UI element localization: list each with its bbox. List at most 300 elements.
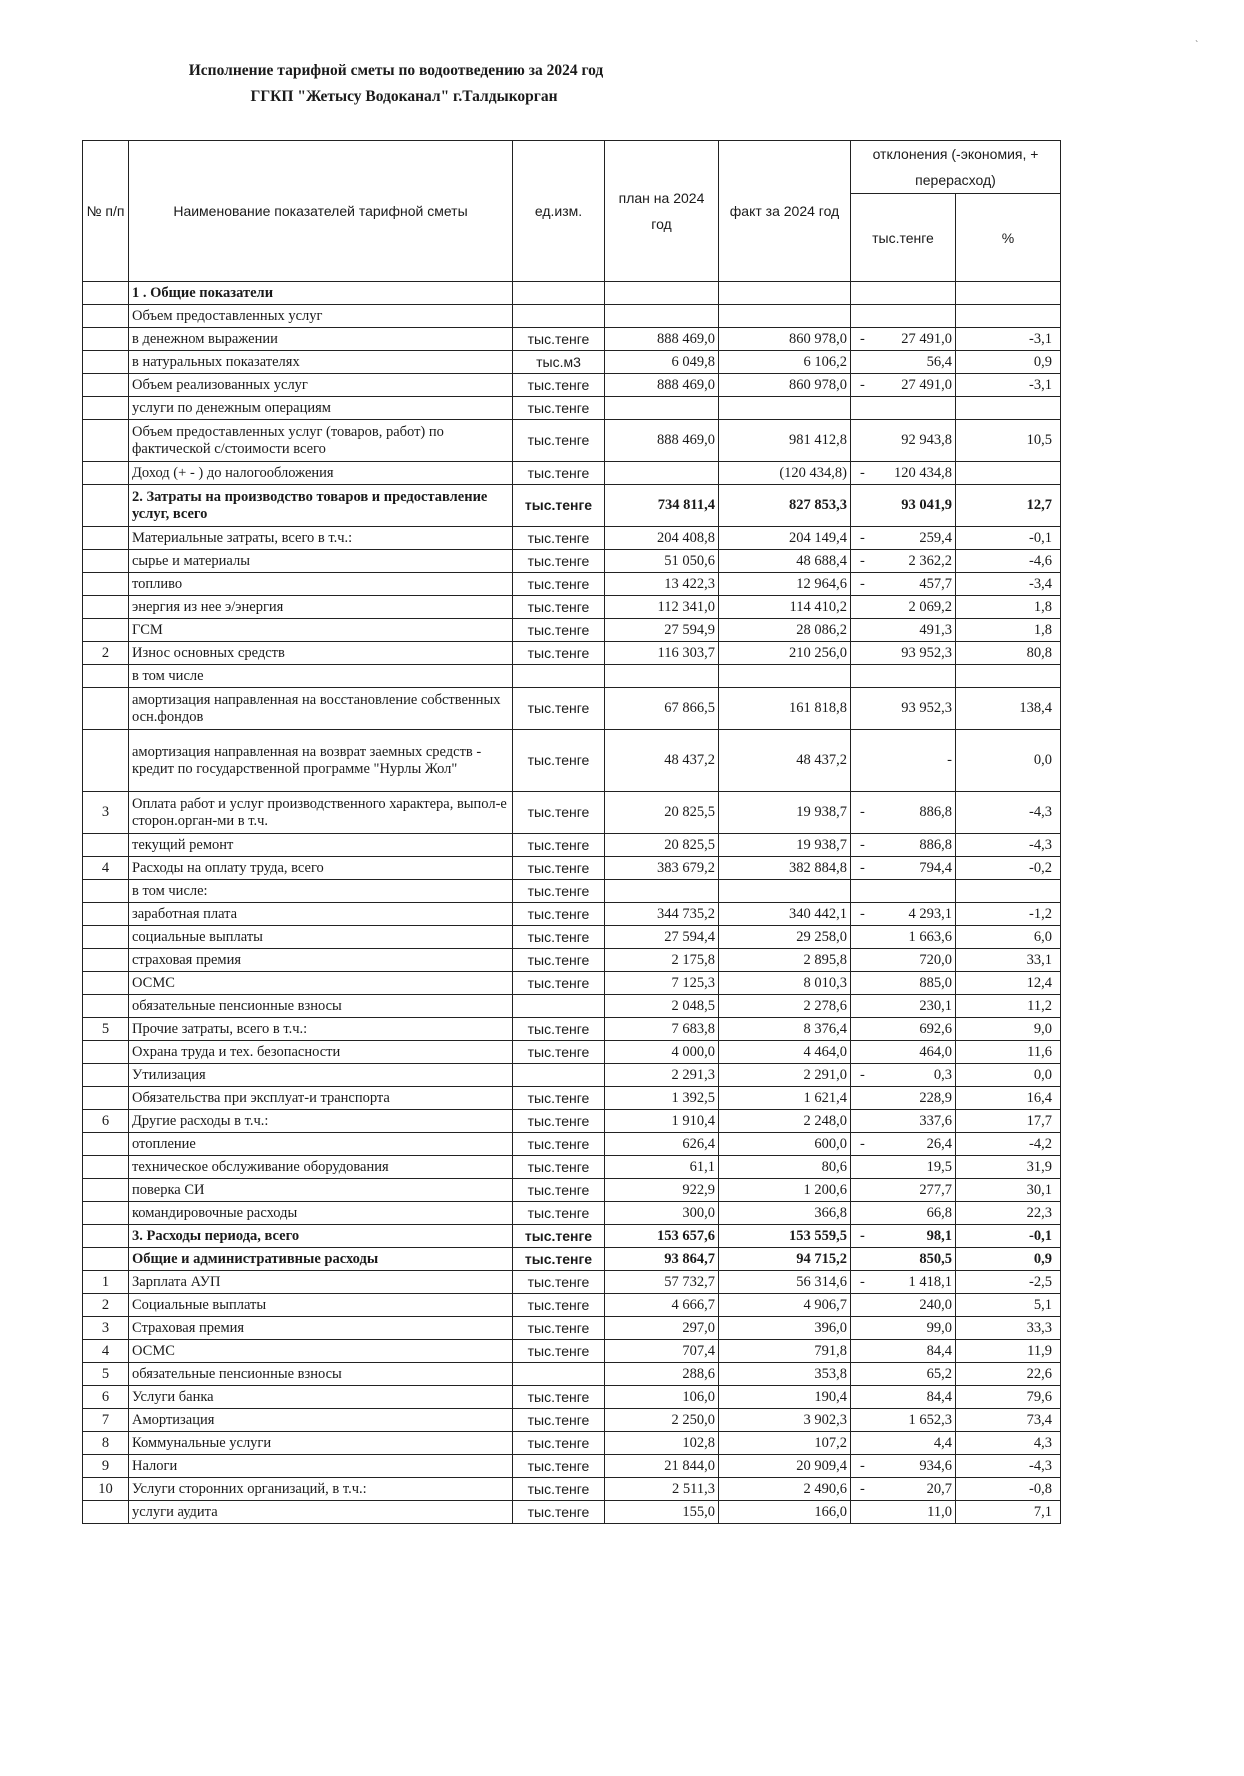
row-fact-value: 107,2 bbox=[719, 1432, 851, 1455]
row-number: 2 bbox=[83, 642, 129, 665]
row-deviation-value bbox=[851, 1294, 956, 1317]
deviation-amount: 11,0 bbox=[927, 1503, 952, 1520]
row-unit: тыс.м3 bbox=[513, 351, 605, 374]
row-name: Объем реализованных услуг bbox=[129, 374, 513, 397]
row-unit: тыс.тенге bbox=[513, 1156, 605, 1179]
scan-mark: ` bbox=[1195, 40, 1199, 51]
row-name: Зарплата АУП bbox=[129, 1271, 513, 1294]
row-fact-value bbox=[719, 665, 851, 688]
table-row bbox=[83, 903, 1061, 926]
row-unit: тыс.тенге bbox=[513, 1041, 605, 1064]
deviation-sign bbox=[854, 1159, 860, 1176]
row-name: поверка СИ bbox=[129, 1179, 513, 1202]
row-deviation-percent bbox=[956, 665, 1061, 688]
row-name: ОСМС bbox=[129, 972, 513, 995]
deviation-sign bbox=[854, 1320, 860, 1337]
row-number bbox=[83, 1041, 129, 1064]
row-plan-value: 106,0 bbox=[605, 1386, 719, 1409]
deviation-sign bbox=[854, 599, 860, 616]
table-row bbox=[83, 1202, 1061, 1225]
row-number bbox=[83, 462, 129, 485]
row-plan-value: 922,9 bbox=[605, 1179, 719, 1202]
row-deviation-percent: -2,5 bbox=[956, 1271, 1061, 1294]
row-unit bbox=[513, 282, 605, 305]
row-plan-value: 27 594,4 bbox=[605, 926, 719, 949]
table-row bbox=[83, 1294, 1061, 1317]
deviation-sign: - bbox=[860, 529, 865, 546]
row-name: в денежном выражении bbox=[129, 328, 513, 351]
row-name: командировочные расходы bbox=[129, 1202, 513, 1225]
row-name: Коммунальные услуги bbox=[129, 1432, 513, 1455]
row-deviation-value bbox=[851, 880, 956, 903]
table-row bbox=[83, 1501, 1061, 1524]
row-deviation-percent: 22,3 bbox=[956, 1202, 1061, 1225]
row-number bbox=[83, 596, 129, 619]
deviation-amount: 27 491,0 bbox=[901, 376, 952, 393]
row-deviation-percent: 79,6 bbox=[956, 1386, 1061, 1409]
header-dev-abs: тыс.тенге bbox=[851, 194, 956, 282]
table-row bbox=[83, 972, 1061, 995]
row-number bbox=[83, 995, 129, 1018]
deviation-sign: - bbox=[860, 859, 865, 876]
row-name: Износ основных средств bbox=[129, 642, 513, 665]
table-row bbox=[83, 1087, 1061, 1110]
row-fact-value: 204 149,4 bbox=[719, 527, 851, 550]
row-plan-value bbox=[605, 282, 719, 305]
row-deviation-value bbox=[851, 730, 956, 792]
row-number bbox=[83, 1064, 129, 1087]
deviation-amount: 850,5 bbox=[919, 1250, 952, 1267]
row-plan-value: 626,4 bbox=[605, 1133, 719, 1156]
row-unit: тыс.тенге bbox=[513, 857, 605, 880]
table-row bbox=[83, 328, 1061, 351]
deviation-sign: - bbox=[860, 464, 865, 481]
deviation-sign bbox=[854, 1182, 860, 1199]
row-number bbox=[83, 949, 129, 972]
row-name: Оплата работ и услуг производственного характера, выпол-е сторон.орган-ми в т.ч. bbox=[129, 792, 513, 834]
row-deviation-percent: -4,3 bbox=[956, 1455, 1061, 1478]
table-row bbox=[83, 1064, 1061, 1087]
table-row bbox=[83, 485, 1061, 527]
row-unit bbox=[513, 1363, 605, 1386]
table-row bbox=[83, 596, 1061, 619]
deviation-amount: 491,3 bbox=[919, 621, 952, 638]
row-fact-value: 2 248,0 bbox=[719, 1110, 851, 1133]
row-unit: тыс.тенге bbox=[513, 420, 605, 462]
row-name: энергия из нее э/энергия bbox=[129, 596, 513, 619]
row-deviation-value bbox=[851, 282, 956, 305]
row-deviation-percent: -4,3 bbox=[956, 834, 1061, 857]
row-deviation-percent: 73,4 bbox=[956, 1409, 1061, 1432]
row-name: в том числе bbox=[129, 665, 513, 688]
row-deviation-value bbox=[851, 1156, 956, 1179]
deviation-amount: 259,4 bbox=[919, 529, 952, 546]
row-number: 5 bbox=[83, 1363, 129, 1386]
row-fact-value: 1 200,6 bbox=[719, 1179, 851, 1202]
row-fact-value: 20 909,4 bbox=[719, 1455, 851, 1478]
row-fact-value: 56 314,6 bbox=[719, 1271, 851, 1294]
row-deviation-percent: 0,0 bbox=[956, 1064, 1061, 1087]
row-number bbox=[83, 573, 129, 596]
row-deviation-value bbox=[851, 596, 956, 619]
table-row bbox=[83, 420, 1061, 462]
row-deviation-percent: 4,3 bbox=[956, 1432, 1061, 1455]
row-deviation-value bbox=[851, 834, 956, 857]
table-row bbox=[83, 351, 1061, 374]
deviation-amount: 98,1 bbox=[926, 1227, 952, 1244]
table-row bbox=[83, 642, 1061, 665]
deviation-amount: 19,5 bbox=[926, 1158, 952, 1175]
deviation-sign: - bbox=[860, 330, 865, 347]
deviation-amount: 93 952,3 bbox=[901, 644, 952, 661]
row-plan-value: 734 811,4 bbox=[605, 485, 719, 527]
row-number bbox=[83, 550, 129, 573]
row-name: 2. Затраты на производство товаров и предоставление услуг, всего bbox=[129, 485, 513, 527]
deviation-sign: - bbox=[860, 1480, 865, 1497]
row-name: обязательные пенсионные взносы bbox=[129, 995, 513, 1018]
row-number bbox=[83, 903, 129, 926]
table-row bbox=[83, 1455, 1061, 1478]
row-name: Объем предоставленных услуг bbox=[129, 305, 513, 328]
deviation-amount: 120 434,8 bbox=[894, 464, 952, 481]
row-unit: тыс.тенге bbox=[513, 1455, 605, 1478]
row-number bbox=[83, 972, 129, 995]
row-plan-value: 7 125,3 bbox=[605, 972, 719, 995]
row-plan-value bbox=[605, 397, 719, 420]
row-fact-value: 1 621,4 bbox=[719, 1087, 851, 1110]
deviation-amount: 20,7 bbox=[926, 1480, 952, 1497]
row-number bbox=[83, 1202, 129, 1225]
row-fact-value: 48 688,4 bbox=[719, 550, 851, 573]
row-unit: тыс.тенге bbox=[513, 397, 605, 420]
table-row bbox=[83, 1363, 1061, 1386]
row-plan-value bbox=[605, 462, 719, 485]
deviation-amount: 230,1 bbox=[919, 997, 952, 1014]
deviation-sign bbox=[854, 1205, 860, 1222]
row-unit: тыс.тенге bbox=[513, 642, 605, 665]
row-plan-value bbox=[605, 880, 719, 903]
deviation-sign bbox=[854, 1113, 860, 1130]
table-row bbox=[83, 926, 1061, 949]
header-deviation-group: отклонения (-экономия, + перерасход) bbox=[851, 141, 1061, 194]
row-fact-value: 8 376,4 bbox=[719, 1018, 851, 1041]
row-name: в натуральных показателях bbox=[129, 351, 513, 374]
row-plan-value bbox=[605, 305, 719, 328]
row-unit: тыс.тенге bbox=[513, 1087, 605, 1110]
table-row bbox=[83, 1179, 1061, 1202]
row-fact-value: 2 490,6 bbox=[719, 1478, 851, 1501]
row-deviation-value bbox=[851, 1248, 956, 1271]
row-plan-value: 2 291,3 bbox=[605, 1064, 719, 1087]
row-plan-value: 93 864,7 bbox=[605, 1248, 719, 1271]
row-fact-value: 366,8 bbox=[719, 1202, 851, 1225]
header-fact: факт за 2024 год bbox=[719, 141, 851, 282]
row-number bbox=[83, 730, 129, 792]
deviation-sign bbox=[854, 497, 860, 514]
row-unit: тыс.тенге bbox=[513, 1110, 605, 1133]
row-unit: тыс.тенге bbox=[513, 880, 605, 903]
deviation-sign bbox=[854, 432, 860, 449]
row-unit: тыс.тенге bbox=[513, 596, 605, 619]
deviation-amount: 885,0 bbox=[919, 974, 952, 991]
row-deviation-value bbox=[851, 1018, 956, 1041]
row-name: амортизация направленная на возврат заемных средств - кредит по государственной программе "Нурлы Жол" bbox=[129, 730, 513, 792]
deviation-sign: - bbox=[860, 1135, 865, 1152]
row-fact-value: 48 437,2 bbox=[719, 730, 851, 792]
deviation-amount: 92 943,8 bbox=[901, 432, 952, 448]
deviation-sign bbox=[854, 1389, 860, 1406]
row-deviation-percent: -4,2 bbox=[956, 1133, 1061, 1156]
row-deviation-value bbox=[851, 351, 956, 374]
deviation-amount: 4,4 bbox=[933, 1434, 952, 1451]
row-deviation-percent: -4,6 bbox=[956, 550, 1061, 573]
row-deviation-percent: 138,4 bbox=[956, 688, 1061, 730]
deviation-sign bbox=[854, 998, 860, 1015]
row-number bbox=[83, 420, 129, 462]
header-no: № п/п bbox=[83, 141, 129, 282]
table-row bbox=[83, 1409, 1061, 1432]
row-plan-value: 61,1 bbox=[605, 1156, 719, 1179]
row-fact-value: 153 559,5 bbox=[719, 1225, 851, 1248]
row-unit bbox=[513, 665, 605, 688]
row-deviation-value bbox=[851, 1409, 956, 1432]
row-name: Прочие затраты, всего в т.ч.: bbox=[129, 1018, 513, 1041]
table-row bbox=[83, 665, 1061, 688]
row-fact-value: 4 464,0 bbox=[719, 1041, 851, 1064]
deviation-sign bbox=[854, 1366, 860, 1383]
row-number bbox=[83, 328, 129, 351]
deviation-amount: 93 041,9 bbox=[901, 497, 952, 513]
row-unit: тыс.тенге bbox=[513, 1340, 605, 1363]
table-row bbox=[83, 1478, 1061, 1501]
row-number bbox=[83, 527, 129, 550]
row-name: сырье и материалы bbox=[129, 550, 513, 573]
row-fact-value: 981 412,8 bbox=[719, 420, 851, 462]
row-unit: тыс.тенге bbox=[513, 573, 605, 596]
deviation-amount: 4 293,1 bbox=[908, 905, 952, 922]
row-fact-value bbox=[719, 282, 851, 305]
row-unit: тыс.тенге bbox=[513, 1478, 605, 1501]
deviation-sign bbox=[854, 952, 860, 969]
row-unit: тыс.тенге bbox=[513, 619, 605, 642]
row-deviation-percent: 80,8 bbox=[956, 642, 1061, 665]
row-unit: тыс.тенге bbox=[513, 903, 605, 926]
row-number: 4 bbox=[83, 1340, 129, 1363]
row-fact-value bbox=[719, 305, 851, 328]
row-name: 3. Расходы периода, всего bbox=[129, 1225, 513, 1248]
row-plan-value: 2 511,3 bbox=[605, 1478, 719, 1501]
row-name: Охрана труда и тех. безопасности bbox=[129, 1041, 513, 1064]
row-deviation-percent: 9,0 bbox=[956, 1018, 1061, 1041]
row-fact-value: 860 978,0 bbox=[719, 328, 851, 351]
row-name: отопление bbox=[129, 1133, 513, 1156]
row-unit: тыс.тенге bbox=[513, 1432, 605, 1455]
deviation-amount: 66,8 bbox=[926, 1204, 952, 1221]
table-row bbox=[83, 880, 1061, 903]
row-plan-value: 21 844,0 bbox=[605, 1455, 719, 1478]
row-number bbox=[83, 665, 129, 688]
document-title: Исполнение тарифной сметы по водоотведению за 2024 год bbox=[188, 62, 604, 79]
row-unit: тыс.тенге bbox=[513, 1202, 605, 1225]
row-unit: тыс.тенге bbox=[513, 1271, 605, 1294]
row-deviation-value bbox=[851, 1386, 956, 1409]
row-name: услуги аудита bbox=[129, 1501, 513, 1524]
row-plan-value: 4 666,7 bbox=[605, 1294, 719, 1317]
row-unit: тыс.тенге bbox=[513, 1248, 605, 1271]
deviation-sign bbox=[854, 929, 860, 946]
row-unit: тыс.тенге bbox=[513, 1179, 605, 1202]
row-deviation-percent: 31,9 bbox=[956, 1156, 1061, 1179]
row-deviation-value bbox=[851, 1271, 956, 1294]
row-name: обязательные пенсионные взносы bbox=[129, 1363, 513, 1386]
row-plan-value: 51 050,6 bbox=[605, 550, 719, 573]
row-number bbox=[83, 1501, 129, 1524]
row-deviation-value bbox=[851, 374, 956, 397]
row-plan-value: 888 469,0 bbox=[605, 374, 719, 397]
header-dev-pct: % bbox=[956, 194, 1061, 282]
deviation-sign bbox=[854, 1090, 860, 1107]
row-plan-value: 383 679,2 bbox=[605, 857, 719, 880]
row-fact-value: 2 291,0 bbox=[719, 1064, 851, 1087]
row-fact-value: 114 410,2 bbox=[719, 596, 851, 619]
row-number: 2 bbox=[83, 1294, 129, 1317]
deviation-sign bbox=[854, 1297, 860, 1314]
table-row bbox=[83, 792, 1061, 834]
table-row bbox=[83, 573, 1061, 596]
row-name: 1 . Общие показатели bbox=[129, 282, 513, 305]
row-deviation-value bbox=[851, 1432, 956, 1455]
deviation-amount: 93 952,3 bbox=[901, 700, 952, 716]
row-number bbox=[83, 619, 129, 642]
row-unit: тыс.тенге bbox=[513, 949, 605, 972]
row-deviation-percent: -3,1 bbox=[956, 374, 1061, 397]
row-deviation-percent: 33,3 bbox=[956, 1317, 1061, 1340]
table-row bbox=[83, 995, 1061, 1018]
row-plan-value: 1 392,5 bbox=[605, 1087, 719, 1110]
row-deviation-value bbox=[851, 420, 956, 462]
row-deviation-percent: -3,1 bbox=[956, 328, 1061, 351]
row-number bbox=[83, 1179, 129, 1202]
row-fact-value: 827 853,3 bbox=[719, 485, 851, 527]
row-number bbox=[83, 834, 129, 857]
table-row bbox=[83, 462, 1061, 485]
deviation-amount: 56,4 bbox=[926, 353, 952, 370]
deviation-sign: - bbox=[860, 552, 865, 569]
row-number: 1 bbox=[83, 1271, 129, 1294]
table-body bbox=[83, 282, 1061, 1524]
deviation-sign bbox=[854, 1251, 860, 1268]
row-name: Утилизация bbox=[129, 1064, 513, 1087]
row-deviation-percent: 6,0 bbox=[956, 926, 1061, 949]
row-deviation-percent: -0,2 bbox=[956, 857, 1061, 880]
row-fact-value bbox=[719, 880, 851, 903]
row-name: топливо bbox=[129, 573, 513, 596]
table-row bbox=[83, 1271, 1061, 1294]
row-unit: тыс.тенге bbox=[513, 527, 605, 550]
row-deviation-value bbox=[851, 573, 956, 596]
row-number bbox=[83, 688, 129, 730]
row-deviation-percent: 11,9 bbox=[956, 1340, 1061, 1363]
row-unit bbox=[513, 1064, 605, 1087]
table-row bbox=[83, 1041, 1061, 1064]
row-deviation-value bbox=[851, 995, 956, 1018]
row-name: амортизация направленная на восстановление собственных осн.фондов bbox=[129, 688, 513, 730]
row-plan-value: 153 657,6 bbox=[605, 1225, 719, 1248]
row-name: в том числе: bbox=[129, 880, 513, 903]
deviation-sign: - bbox=[860, 1227, 865, 1244]
table-row bbox=[83, 1386, 1061, 1409]
deviation-sign bbox=[854, 622, 860, 639]
deviation-amount: 240,0 bbox=[919, 1296, 952, 1313]
row-number: 10 bbox=[83, 1478, 129, 1501]
deviation-amount: 277,7 bbox=[919, 1181, 952, 1198]
deviation-sign bbox=[854, 1435, 860, 1452]
row-unit: тыс.тенге bbox=[513, 485, 605, 527]
deviation-amount: 692,6 bbox=[919, 1020, 952, 1037]
deviation-amount: 886,8 bbox=[919, 804, 952, 820]
row-name: Социальные выплаты bbox=[129, 1294, 513, 1317]
row-plan-value: 57 732,7 bbox=[605, 1271, 719, 1294]
row-plan-value: 1 910,4 bbox=[605, 1110, 719, 1133]
row-unit: тыс.тенге bbox=[513, 834, 605, 857]
row-number bbox=[83, 1248, 129, 1271]
deviation-sign: - bbox=[860, 1457, 865, 1474]
row-plan-value: 6 049,8 bbox=[605, 351, 719, 374]
row-deviation-value bbox=[851, 688, 956, 730]
table-row bbox=[83, 1225, 1061, 1248]
table-row bbox=[83, 282, 1061, 305]
row-name: Доход (+ - ) до налогообложения bbox=[129, 462, 513, 485]
row-deviation-percent: -3,4 bbox=[956, 573, 1061, 596]
row-unit bbox=[513, 995, 605, 1018]
row-unit: тыс.тенге bbox=[513, 1501, 605, 1524]
row-deviation-value bbox=[851, 1455, 956, 1478]
row-deviation-value bbox=[851, 665, 956, 688]
row-deviation-percent: 16,4 bbox=[956, 1087, 1061, 1110]
header-unit: ед.изм. bbox=[513, 141, 605, 282]
row-number: 8 bbox=[83, 1432, 129, 1455]
row-deviation-percent: 0,9 bbox=[956, 351, 1061, 374]
row-deviation-percent: 0,9 bbox=[956, 1248, 1061, 1271]
row-fact-value: 28 086,2 bbox=[719, 619, 851, 642]
row-plan-value: 2 250,0 bbox=[605, 1409, 719, 1432]
row-deviation-value bbox=[851, 550, 956, 573]
deviation-amount: 720,0 bbox=[919, 951, 952, 968]
deviation-sign: - bbox=[860, 836, 865, 853]
row-name: ОСМС bbox=[129, 1340, 513, 1363]
deviation-amount: 794,4 bbox=[919, 859, 952, 876]
row-deviation-percent bbox=[956, 462, 1061, 485]
deviation-amount: 337,6 bbox=[919, 1112, 952, 1129]
row-deviation-value bbox=[851, 1133, 956, 1156]
row-name: ГСМ bbox=[129, 619, 513, 642]
row-fact-value: 340 442,1 bbox=[719, 903, 851, 926]
table-row bbox=[83, 857, 1061, 880]
row-deviation-value bbox=[851, 527, 956, 550]
row-unit: тыс.тенге bbox=[513, 972, 605, 995]
deviation-sign: - bbox=[860, 905, 865, 922]
row-plan-value: 116 303,7 bbox=[605, 642, 719, 665]
deviation-sign: - bbox=[860, 376, 865, 393]
row-deviation-value bbox=[851, 926, 956, 949]
row-number: 9 bbox=[83, 1455, 129, 1478]
row-plan-value: 4 000,0 bbox=[605, 1041, 719, 1064]
row-plan-value: 20 825,5 bbox=[605, 792, 719, 834]
row-plan-value: 204 408,8 bbox=[605, 527, 719, 550]
row-deviation-value bbox=[851, 1340, 956, 1363]
row-fact-value: 161 818,8 bbox=[719, 688, 851, 730]
table-row bbox=[83, 527, 1061, 550]
